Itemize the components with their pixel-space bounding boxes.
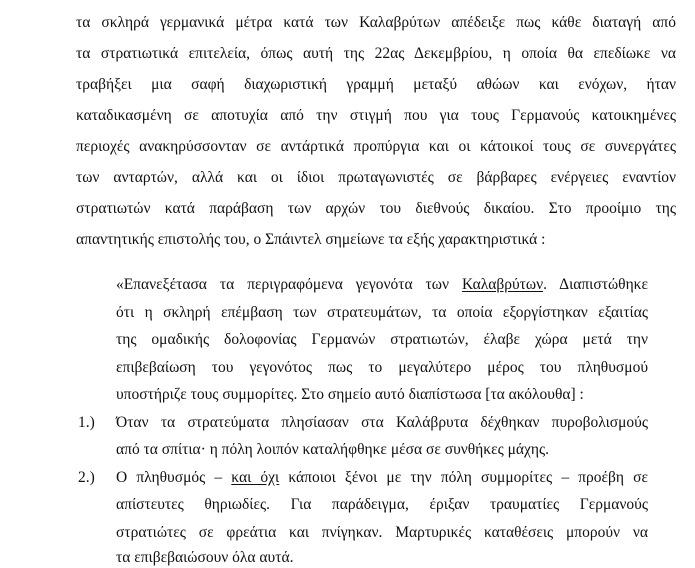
quote-line: υποστήριζε τους συμμορίτες. Στο σημείο αυτό διαπίστωσα [τα ακόλουθα] : [116, 386, 584, 403]
underlined-place-name: Καλαβρύτων [461, 276, 544, 293]
item-line: Όταν τα στρατεύματα πλησίασαν στα Καλάβρυτα δέχθηκαν πυροβολισμούς [116, 414, 648, 431]
item-line [116, 468, 648, 488]
paragraph-line: τραβήξει μια σαφή διαχωριστική γραμμή μεταξύ αθώων και ενόχων, ήταν [76, 76, 676, 93]
paragraph-line: περιοχές ανακηρύσσονταν σε αντάρτικά προπύργια και οι κάτοικοί τους σε συνεργάτες [76, 138, 676, 155]
paragraph-line: των ανταρτών, αλλά και οι ίδιοι πρωταγωνιστές σε βάρβαρες ενέργειες εναντίον [76, 169, 676, 186]
underlined-emphasis: και όχι [231, 469, 280, 486]
item-line: απίστευτες θηριωδίες. Για παράδειγμα, έριξαν τραυματίες Γερμανούς [116, 496, 648, 513]
quote-line [116, 275, 648, 295]
quote-line: επιβεβαίωση του γεγονότος πως το μεγαλύτερο μέρος του πληθυσμού [116, 359, 648, 376]
paragraph-line: τα σκληρά γερμανικά μέτρα κατά των Καλαβρύτων απέδειξε πως κάθε διαταγή από [76, 14, 676, 31]
quote-line: ότι η σκληρή επέμβαση των στρατευμάτων, τα οποία εξοργίστηκαν εξαιτίας [116, 304, 648, 321]
paragraph-line: καταδικασμένη σε αποτυχία από την στιγμή που για τους Γερμανούς κατοικημένες [76, 107, 676, 124]
quote-text: «Επανεξέτασα τα περιγραφόμενα γεγονότα των [116, 276, 462, 293]
item-line: τα επιβεβαιώσουν όλα αυτά. [116, 549, 294, 566]
item-line: στρατιώτες σε φρεάτια και πνίγηκαν. Μαρτυρικές καταθέσεις μπορούν να [116, 524, 648, 541]
quote-text: . Διαπιστώθηκε [543, 276, 648, 293]
paragraph-line: απαντητικής επιστολής του, ο Σπάιντελ σημείωνε τα εξής χαρακτηριστικά : [76, 231, 546, 248]
item-line: από τα σπίτια· η πόλη λοιπόν καταλήφθηκε μέσα σε συνθήκες μάχης. [116, 441, 550, 458]
paragraph-line: τα στρατιωτικά επιτελεία, όπως αυτή της 22ας Δεκεμβρίου, η οποία θα επεδίωκε να [76, 45, 676, 62]
item-number: 1.) [78, 414, 95, 431]
item-text: κάποιοι ξένοι με την πόλη συμμορίτες – προέβη σε [279, 469, 648, 486]
quote-line: της ομαδικής δολοφονίας Γερμανών στρατιωτών, έλαβε χώρα μετά την [116, 331, 648, 348]
item-number: 2.) [78, 469, 95, 486]
item-text: Ο πληθυσμός – [116, 469, 232, 486]
paragraph-line: στρατιωτών κατά παράβαση των αρχών του διεθνούς δικαίου. Στο προοίμιο της [76, 200, 676, 217]
